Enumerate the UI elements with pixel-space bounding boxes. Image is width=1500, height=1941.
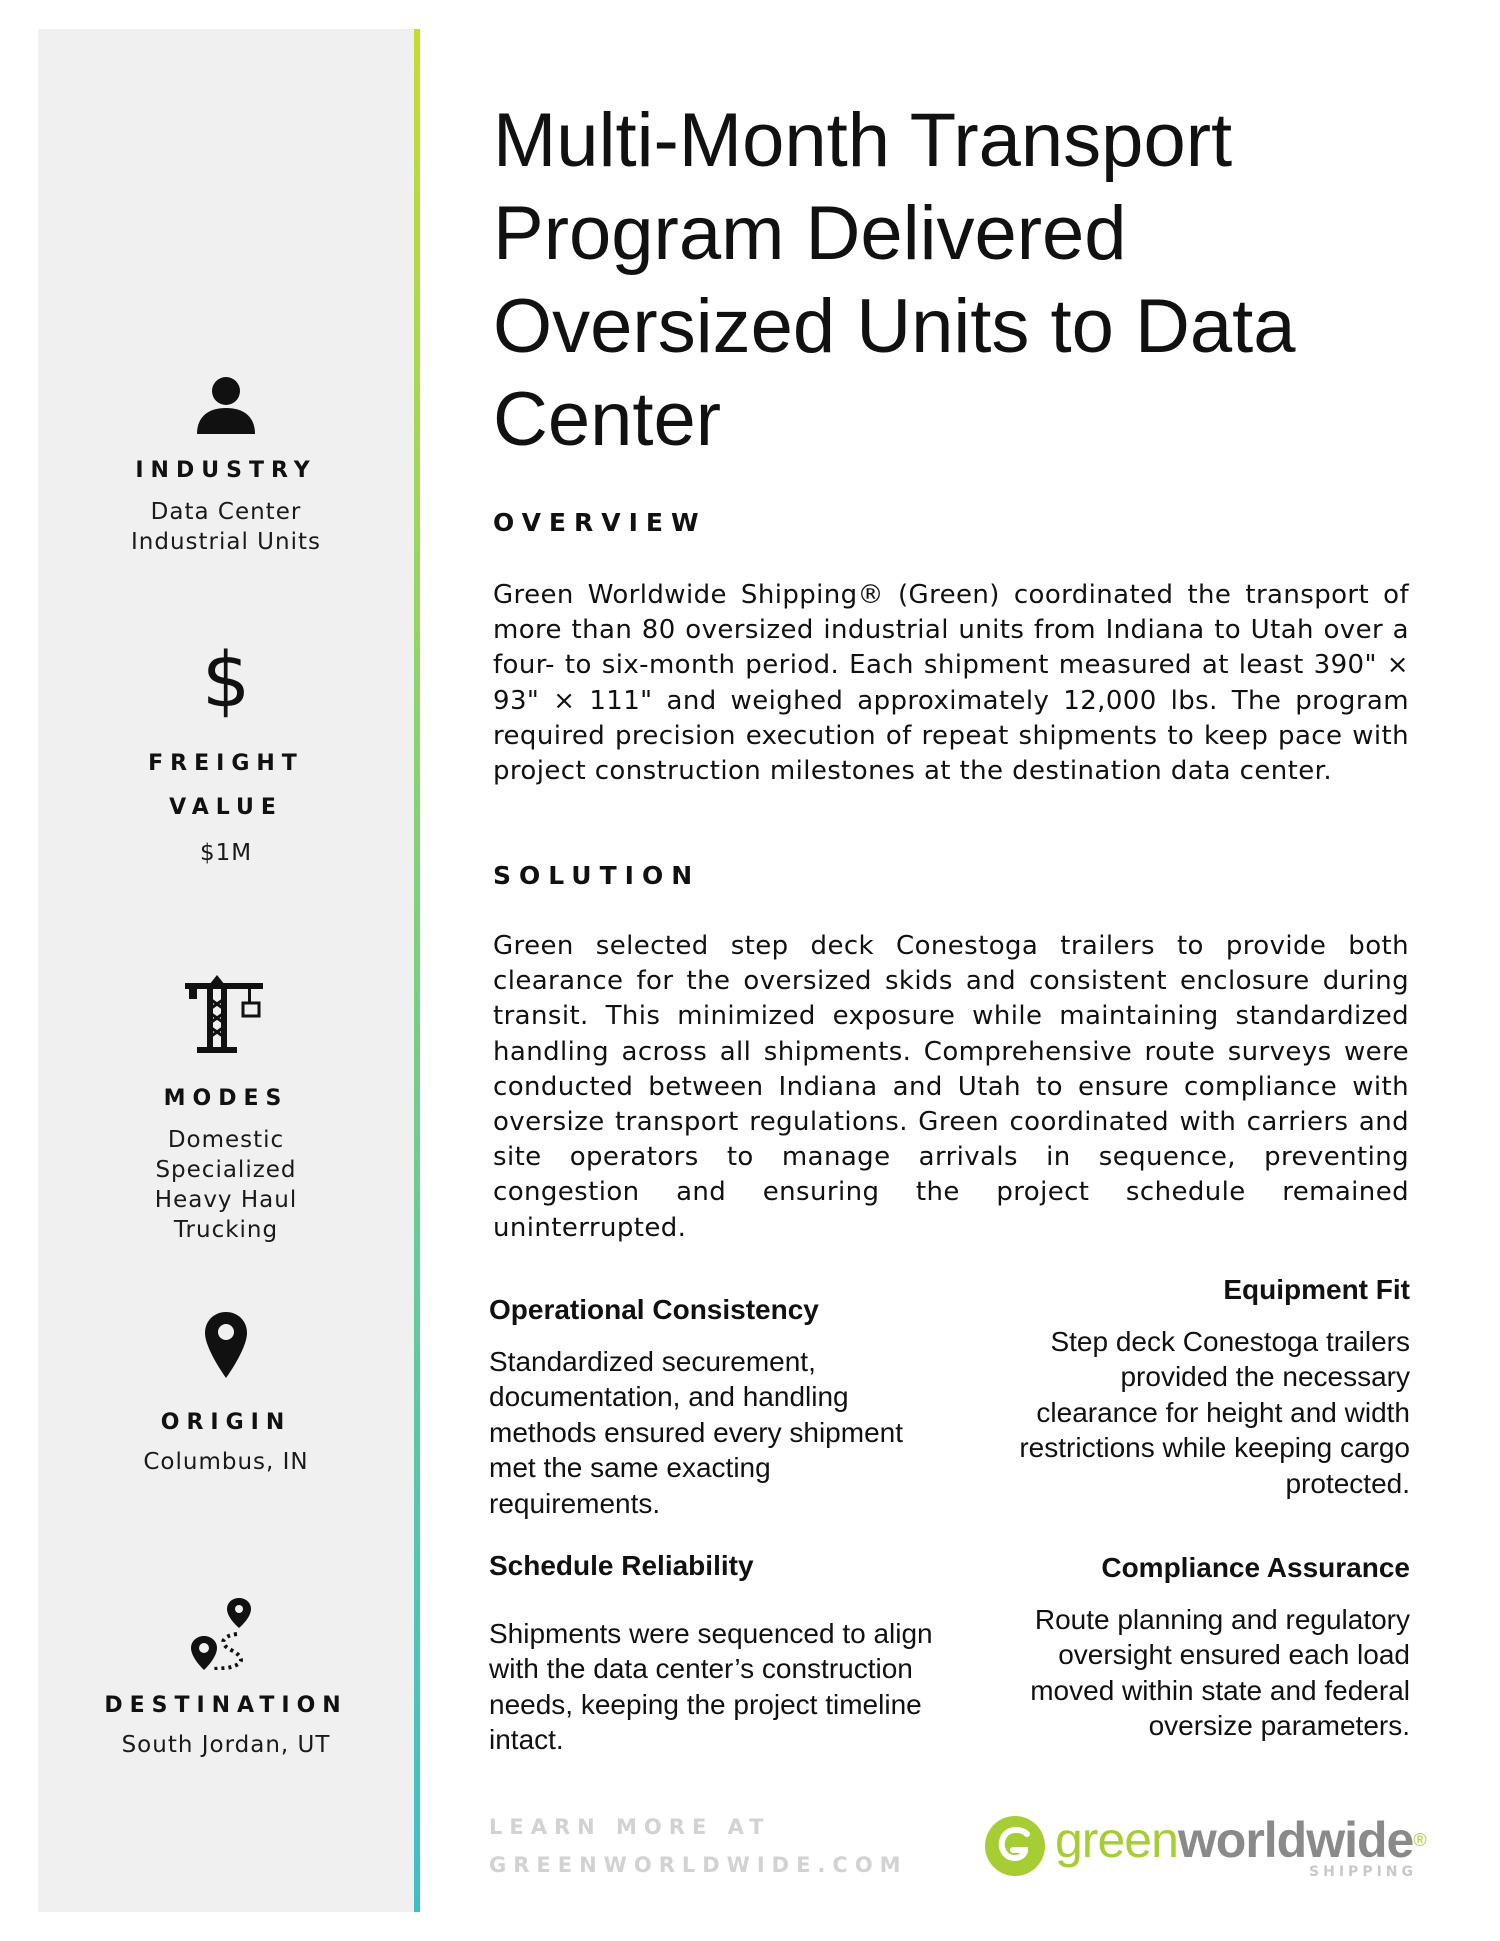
sidebar-destination [38,1598,414,1760]
destination-value: South Jordan, UT [121,1732,331,1758]
freight-label-line2: VALUE [169,795,283,820]
sidebar-freight-value [38,635,414,868]
origin-value: Columbus, IN [143,1449,309,1475]
overview-text: Green Worldwide Shipping® (Green) coordinated the transport of more than 80 oversized industrial units from Indiana to Utah over a four- to six-month period. Each shipment measured at least 390" × 93" × 111" and weighed approximately 12,000 lbs. The program required precision execution of repeat shipments to keep pace with project construction milestones at the destination data center. [493,580,1409,787]
modes-value: Domestic Specialized Heavy Haul Trucking [154,1127,298,1243]
freight-value: $1M [199,840,253,866]
page-title: Multi-Month Transport Program Delivered Oversized Units to Data Center [493,98,1296,462]
equipment-fit-heading: Equipment Fit [1223,1274,1410,1305]
cta-line1: LEARN MORE AT [489,1815,771,1839]
greenworldwide-logo [975,1810,1445,1890]
solution-text: Green selected step deck Conestoga trailers to provide both clearance for the oversized skids and consistent enclosure during transit. This minimized exposure while maintaining standardized handling across all shipments. Comprehensive route surveys were conducted between Indiana and Utah to ensure compliance with oversize transport regulations. Green coordinated with carriers and site operators to manage arrivals in sequence, preventing congestion and ensuring the project schedule remained uninterrupted. [493,931,1409,1243]
industry-value: Data Center Industrial Units [131,499,321,555]
cta-link[interactable]: GREENWORLDWIDE.COM [489,1853,908,1877]
learn-more-cta[interactable] [489,1808,908,1884]
industry-label: INDUSTRY [135,458,317,483]
dollar-icon: $ [201,635,251,724]
crane-icon [185,975,267,1053]
route-icon [191,1598,261,1670]
modes-label: MODES [163,1086,289,1111]
sidebar-modes [38,975,414,1245]
person-icon [193,372,259,438]
sidebar-origin [38,1312,414,1477]
compliance-assurance-text: Route planning and regulatory oversight ensured each load moved within state and federal oversize parameters. [1030,1604,1410,1742]
schedule-reliability-text: Shipments were sequenced to align with the data center’s construction needs, keeping the project timeline intact. [489,1618,933,1756]
solution-heading: SOLUTION [493,861,701,890]
logo-registered: ® [1413,1830,1426,1850]
destination-label: DESTINATION [104,1693,348,1718]
compliance-assurance-heading: Compliance Assurance [1101,1552,1410,1583]
schedule-reliability-heading: Schedule Reliability [489,1550,754,1581]
logo-subtitle: SHIPPING [1309,1864,1417,1880]
operational-consistency-heading: Operational Consistency [489,1294,819,1325]
logo-mark-icon [983,1814,1047,1878]
equipment-fit-text: Step deck Conestoga trailers provided the necessary clearance for height and width restrictions while keeping cargo protected. [1019,1326,1410,1499]
logo-text-worldwide: worldwide [1177,1812,1414,1868]
sidebar-industry [38,372,414,557]
overview-heading: OVERVIEW [493,508,707,537]
accent-divider [414,29,420,1912]
operational-consistency-text: Standardized securement, documentation, and handling methods ensured every shipment met the same exacting requirements. [489,1346,903,1519]
freight-label-line1: FREIGHT [148,751,304,776]
logo-text-green: green [1055,1812,1178,1868]
origin-label: ORIGIN [160,1410,292,1435]
map-pin-icon [205,1312,247,1378]
